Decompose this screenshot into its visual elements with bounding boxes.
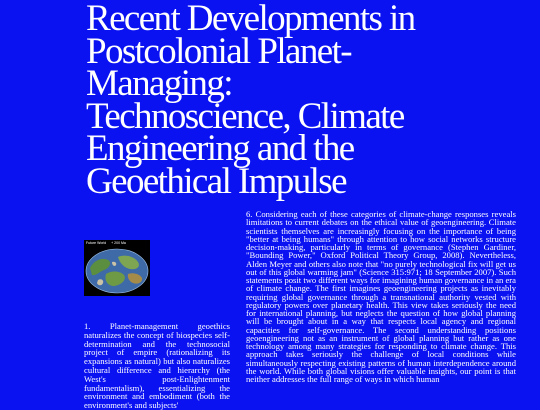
article-title bbox=[86, 0, 506, 202]
future-world-map-figure bbox=[84, 240, 150, 296]
title-line: Geoethical Impulse bbox=[86, 160, 346, 202]
title-line: Engineering and the bbox=[86, 128, 354, 169]
title-line: Postcolonial Planet- bbox=[86, 30, 351, 72]
figure-caption-left: Future World bbox=[86, 241, 107, 245]
left-column-note: 1. Planet-management geoethics naturalizes the concept of biospecies self-determination and the technosocial project of empire (rationalizing its expansions as natural) but also naturalizes cultural difference and hierarchy (the West's post-Enlightenment fundamentalism), essentializing the environment and embodiment (both the environment's and subjects' bbox=[84, 321, 230, 410]
figure-caption-right: + 200 Ma bbox=[111, 241, 126, 245]
title-line: Technoscience, Climate bbox=[86, 95, 404, 137]
right-column-note: 6. Considering each of these categories of climate-change responses reveals limitations to current debates on the ethical value of geoengineering. Climate scientists themselves are increasingly focusing on the importance of being "better at being humans" through attention to how social networks structure decision-making, particularly in terms of governance (Stephen Gardiner, "Bounding Power," Oxford Political Theory Group, 2008). Nevertheless, Alden Meyer and others also note that "no purely technological fix will get us out of this global warming jam" (Science 315:971; 18 September 2007). Such statements posit two different ways for imagining human governance in an era of climate change. The first imagines geoengineering projects as inevitably requiring global governance through a transnational authority vested with regulatory powers over planetary health. This view takes seriously the need for international planning, but neglects the question of how global planning will be brought about in a way that respects local agency and regional capacities for self-governance. The second understanding positions geoengineering not as an instrument of global planning but rather as one technology among many strategies for responding to climate change. This approach takes seriously the challenge of local conditions while simultaneously respecting existing patterns of human interdependence around the world. While both global visions offer valuable insights, our point is that neither addresses the full range of ways in which human bbox=[246, 209, 516, 384]
figure-caption bbox=[86, 241, 130, 245]
globe-map-graphic bbox=[84, 240, 150, 296]
title-line: Managing: bbox=[86, 63, 232, 104]
title-line: Recent Developments in bbox=[86, 0, 415, 39]
